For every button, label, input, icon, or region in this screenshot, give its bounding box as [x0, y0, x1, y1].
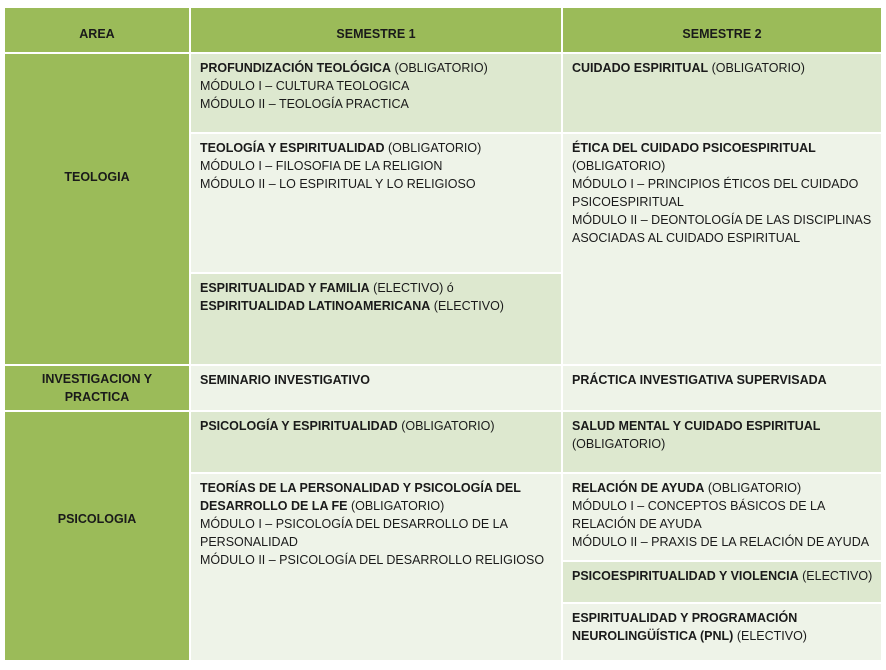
module-2: MÓDULO II – PSICOLOGÍA DEL DESARROLLO RELIGIOSO	[200, 553, 545, 567]
course-title: PSICOESPIRITUALIDAD Y VIOLENCIA	[572, 569, 799, 583]
course-cuidado-espiritual	[563, 54, 881, 132]
course-psicologia-espiritualidad	[191, 412, 561, 472]
course-title: TEOLOGÍA Y ESPIRITUALIDAD	[200, 141, 385, 155]
module-1: MÓDULO I – PSICOLOGÍA DEL DESARROLLO DE LA PERSONALIDAD	[200, 517, 508, 549]
course-title: CUIDADO ESPIRITUAL	[572, 61, 709, 75]
course-tag: (OBLIGATORIO)	[390, 61, 488, 75]
course-relacion-ayuda	[563, 474, 881, 560]
course-title-1: ESPIRITUALIDAD Y FAMILIA	[200, 281, 370, 295]
course-tag: (OBLIGATORIO)	[572, 159, 666, 173]
course-title: RELACIÓN DE AYUDA	[572, 481, 705, 495]
course-tag: (ELECTIVO)	[798, 569, 873, 583]
course-etica-cuidado	[563, 134, 881, 364]
header-semester-2-label: SEMESTRE 2	[682, 26, 762, 41]
course-seminario-investigativo	[191, 366, 561, 410]
area-psicologia	[5, 412, 189, 660]
area-investigacion	[5, 366, 189, 410]
course-tag: (OBLIGATORIO)	[572, 437, 666, 451]
course-teorias-personalidad	[191, 474, 561, 660]
module-1: MÓDULO I – CONCEPTOS BÁSICOS DE LA RELACIÓN DE AYUDA	[572, 499, 825, 531]
course-title: ÉTICA DEL CUIDADO PSICOESPIRITUAL	[572, 141, 816, 155]
header-semester-1-label: SEMESTRE 1	[336, 26, 416, 41]
course-title: SALUD MENTAL Y CUIDADO ESPIRITUAL	[572, 419, 821, 433]
module-2: MÓDULO II – DEONTOLOGÍA DE LAS DISCIPLINAS ASOCIADAS AL CUIDADO ESPIRITUAL	[572, 213, 872, 245]
module-2: MÓDULO II – LO ESPIRITUAL Y LO RELIGIOSO	[200, 177, 476, 191]
course-title-1: TEORÍAS DE LA PERSONALIDAD Y PSICOLOGÍA DEL	[200, 481, 521, 495]
course-tag-2: (ELECTIVO)	[430, 299, 504, 313]
course-title-1: ESPIRITUALIDAD Y PROGRAMACIÓN	[572, 611, 798, 625]
course-tag: (OBLIGATORIO)	[708, 61, 805, 75]
module-1: MÓDULO I – PRINCIPIOS ÉTICOS DEL CUIDADO PSICOESPIRITUAL	[572, 177, 859, 209]
course-espiritualidad-familia	[191, 274, 561, 364]
area-teologia-label: TEOLOGIA	[64, 169, 130, 184]
course-tag-1: (ELECTIVO) ó	[369, 281, 454, 295]
area-psicologia-label: PSICOLOGIA	[57, 511, 137, 526]
area-teologia	[5, 54, 189, 364]
course-teologia-espiritualidad	[191, 134, 561, 272]
course-title-2: DESARROLLO DE LA FE	[200, 499, 348, 513]
course-profundizacion-teologica	[191, 54, 561, 132]
course-tag: (OBLIGATORIO)	[347, 499, 445, 513]
course-espiritualidad-pnl	[563, 604, 881, 660]
course-psicoespiritualidad-violencia	[563, 562, 881, 602]
course-title: PRÁCTICA INVESTIGATIVA SUPERVISADA	[572, 373, 827, 387]
course-tag: (ELECTIVO)	[733, 629, 807, 643]
module-2: MÓDULO II – TEOLOGÍA PRACTICA	[200, 97, 409, 111]
course-title: PROFUNDIZACIÓN TEOLÓGICA	[200, 61, 391, 75]
course-title-2: NEUROLINGÜÍSTICA (PNL)	[572, 629, 734, 643]
area-investigacion-label: INVESTIGACION Y PRACTICA	[41, 372, 153, 404]
module-2: MÓDULO II – PRAXIS DE LA RELACIÓN DE AYUDA	[572, 535, 870, 549]
course-tag: (OBLIGATORIO)	[384, 141, 482, 155]
header-semester-2	[563, 8, 881, 52]
header-semester-1	[191, 8, 561, 52]
header-area	[5, 8, 189, 52]
course-tag: (OBLIGATORIO)	[397, 419, 495, 433]
module-1: MÓDULO I – FILOSOFIA DE LA RELIGION	[200, 159, 443, 173]
course-salud-mental	[563, 412, 881, 472]
course-practica-investigativa	[563, 366, 881, 410]
module-1: MÓDULO I – CULTURA TEOLOGICA	[200, 79, 410, 93]
course-title: PSICOLOGÍA Y ESPIRITUALIDAD	[200, 419, 398, 433]
header-area-label: AREA	[79, 26, 115, 41]
course-tag: (OBLIGATORIO)	[704, 481, 802, 495]
course-title: SEMINARIO INVESTIGATIVO	[200, 373, 370, 387]
course-title-2: ESPIRITUALIDAD LATINOAMERICANA	[200, 299, 431, 313]
